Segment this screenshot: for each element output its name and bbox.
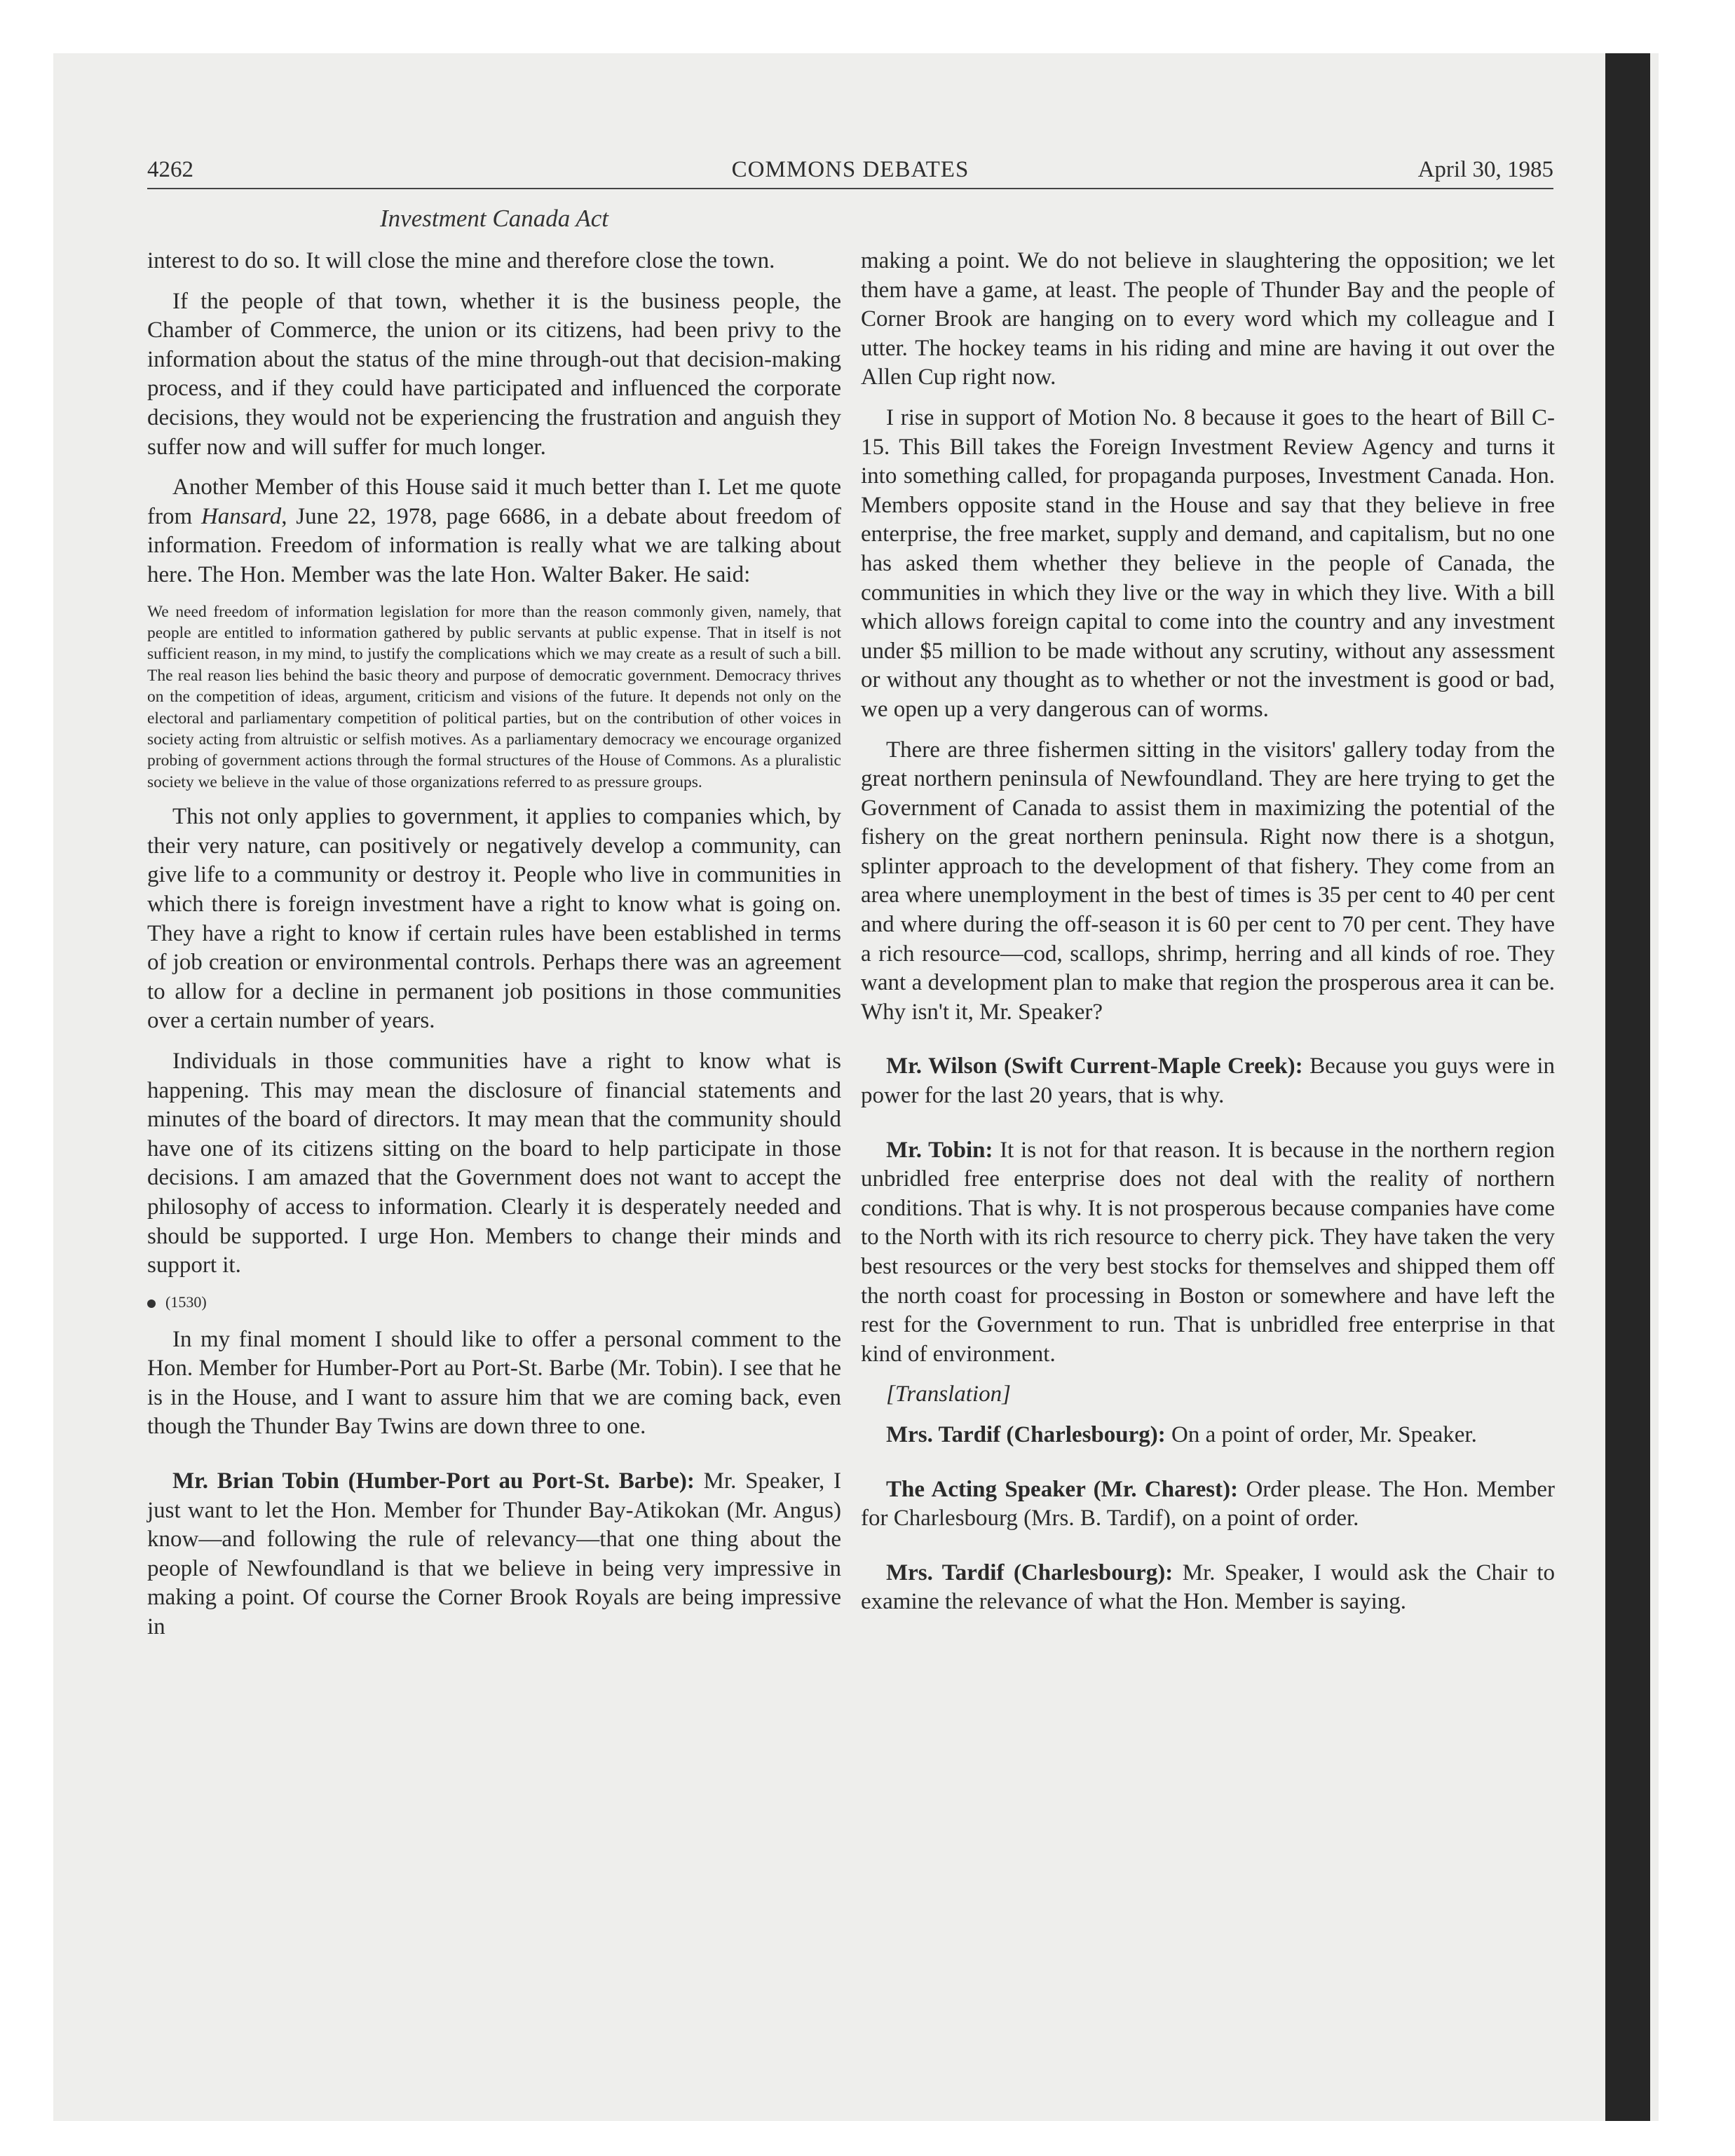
scan-edge-shadow: [1605, 53, 1650, 2121]
speech-paragraph: Mrs. Tardif (Charlesbourg): Mr. Speaker, I would ask the Chair to examine the relevance of what the Hon. Member is saying.: [861, 1560, 1555, 1615]
speech-paragraph: Mr. Brian Tobin (Humber-Port au Port-St. Barbe): Mr. Speaker, I just want to let the Hon. Member for Thunder Bay-Atikokan (Mr. Angus) know—and following the rule of relevancy—that one thing about the people of Newfoundland is that we believe in being very impressive in making a point. Of course the Corner Brook Royals are being impressive in: [147, 1468, 841, 1640]
paragraph: This not only applies to government, it applies to companies which, by their very nature, can positively or negatively develop a community, can give life to a community or destroy it. People who live in communities in which there is foreign investment have a right to know what is going on. They have a right to know if certain rules have been established in terms of job creation or environmental controls. Perhaps there was an agreement to allow for a decline in permanent job positions in those communities over a certain number of years.: [147, 804, 841, 1034]
paragraph: making a point. We do not believe in slaughtering the opposition; we let them have a game, at least. The people of Thunder Bay and the people of Corner Brook are hanging on to every word which my colleague and I utter. The hockey teams in his riding and mine are having it out over the Allen Cup right now.: [861, 248, 1555, 390]
page-number: 4262: [147, 157, 193, 182]
bullet-icon: [147, 1299, 156, 1308]
left-column: [147, 247, 841, 1653]
speech-paragraph: Mr. Tobin: It is not for that reason. It is because in the northern region unbridled free enterprise does not deal with the reality of northern conditions. That is why. It is not prosperous because companies have come to the North with its rich resource to cherry pick. They have taken the very best resources or the very best stocks for themselves and shipped them off the north coast for processing in Boston or somewhere and have left the rest for the Government to run. That is unbridled free enterprise in that kind of environment.: [861, 1137, 1556, 1367]
paragraph: interest to do so. It will close the mine and therefore close the town.: [147, 248, 775, 273]
paragraph: Individuals in those communities have a right to know what is happening. This may mean the disclosure of financial statements and minutes of the board of directors. It may mean that the community should have one of its citizens sitting on the board to help participate in those decisions. I am amazed that the Government does not want to accept the philosophy of access to information. Clearly it is desperately needed and should be supported. I urge Hon. Members to change their minds and support it.: [147, 1048, 841, 1278]
speaker-name: Mrs. Tardif (Charlesbourg):: [886, 1421, 1166, 1447]
speech-paragraph: Mrs. Tardif (Charlesbourg): On a point of order, Mr. Speaker.: [886, 1421, 1477, 1447]
paragraph: I rise in support of Motion No. 8 because it goes to the heart of Bill C-15. This Bill takes the Foreign Investment Review Agency and turns it into something called, for propaganda purposes, Investment Canada. Hon. Members opposite stand in the House and say that they believe in free enterprise, the free market, supply and demand, and capitalism, but no one has asked them whether they believe in the people of Canada, the communities in which they live or the way in which they live. With a bill which allows foreign capital to come into the country and any investment under $5 million to be made without any scrutiny, without any assessment or without any thought as to whether or not the investment is good or bad, we open up a very dangerous can of worms.: [861, 404, 1555, 722]
speaker-name: Mr. Tobin:: [886, 1137, 993, 1163]
hansard-reference: Hansard: [200, 503, 282, 529]
header-rule: [147, 188, 1553, 189]
speech-paragraph: Mr. Wilson (Swift Current-Maple Creek): Because you guys were in power for the last 20 years, that is why.: [861, 1053, 1555, 1109]
paragraph: In my final moment I should like to offer a personal comment to the Hon. Member for Humber-Port au Port-St. Barbe (Mr. Tobin). I see that he is in the House, and I want to assure him that we are coming back, even though the Thunder Bay Twins are down three to one.: [147, 1326, 841, 1440]
paragraph: There are three fishermen sitting in the visitors' gallery today from the great northern peninsula of Newfoundland. They are here trying to get the Government of Canada to assist them in maximizing the potential of the fishery on the great northern peninsula. Right now there is a shotgun, splinter approach to the development of that fishery. They come from an area where unemployment in the best of times is 35 per cent to 40 per cent and where during the off-season it is 60 per cent to 70 per cent. They have a rich resource—cod, scallops, shrimp, herring and all kinds of roe. They want a development plan to make that region the prosperous area it can be. Why isn't it, Mr. Speaker?: [861, 737, 1555, 1025]
running-head: Investment Canada Act: [380, 205, 608, 232]
speaker-name: Mr. Brian Tobin (Humber-Port au Port-St. Barbe):: [172, 1468, 695, 1494]
block-quote: We need freedom of information legislation for more than the reason commonly given, namely, that people are entitled to information gathered by public servants at public expense. That in itself is not sufficient reason, in my mind, to justify the complications which we may create as a result of such a bill. The real reason lies behind the basic theory and purpose of democratic government. Democracy thrives on the competition of ideas, argument, criticism and visions of the future. It depends not only on the electoral and parliamentary competition of political parties, but on the contribution of other voices in society acting from altruistic or selfish motives. As a parliamentary democracy we encourage organized probing of government actions through the formal structures of the House of Commons. As a pluralistic society we believe in the value of those organizations referred to as pressure groups.: [147, 602, 841, 791]
speaker-name: Mr. Wilson (Swift Current-Maple Creek):: [886, 1053, 1303, 1079]
page-header: [147, 157, 1553, 189]
paragraph: If the people of that town, whether it is the business people, the Chamber of Commerce, the union or its citizens, had been privy to the information about the status of the mine through-out that decision-making process, and if they could have participated and influenced the corporate decisions, they would not be experiencing the frustration and anguish they suffer now and will suffer for much longer.: [147, 288, 841, 460]
translation-tag: [Translation]: [886, 1381, 1011, 1407]
publication-title: COMMONS DEBATES: [731, 157, 969, 182]
paragraph: Another Member of this House said it much better than I. Let me quote from Hansard, June 22, 1978, page 6686, in a debate about freedom of information. Freedom of information is really what we are talking about here. The Hon. Member was the late Hon. Walter Baker. He said:: [147, 475, 841, 587]
speaker-name: Mrs. Tardif (Charlesbourg):: [886, 1560, 1173, 1585]
speaker-name: The Acting Speaker (Mr. Charest):: [886, 1476, 1239, 1502]
publication-date: April 30, 1985: [1417, 157, 1553, 182]
right-column: [861, 247, 1555, 1628]
time-marker: (1530): [147, 1292, 841, 1313]
speech-paragraph: The Acting Speaker (Mr. Charest): Order please. The Hon. Member for Charlesbourg (Mrs. B. Tardif), on a point of order.: [861, 1476, 1556, 1531]
